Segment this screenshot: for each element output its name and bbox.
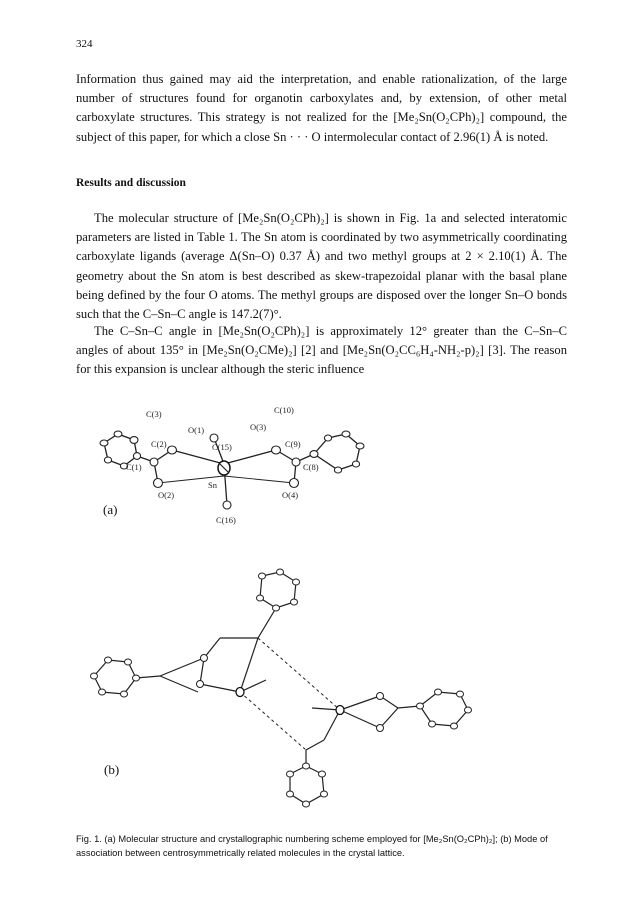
label-c15: C(15)	[212, 442, 232, 452]
tin-atom-right	[336, 706, 344, 715]
figure-1a	[84, 400, 374, 555]
label-c9: C(9)	[285, 439, 301, 449]
label-o2: O(2)	[158, 490, 175, 500]
label-c1: C(1)	[126, 462, 142, 472]
molecule-diagram	[84, 400, 374, 555]
figure-1b	[80, 568, 505, 818]
label-sn: Sn	[208, 480, 217, 490]
results-paragraph-2: The C–Sn–C angle in [Me₂Sn(O₂CPh)₂] is approximately 12° greater than the C–Sn–C angles of about 135° in [Me₂Sn(O₂CMe)₂] [2] and [Me₂Sn(O₂CC₆H₄-NH₂-p)₂] [3]. The reason for this expansion is unclear although the steric influence	[76, 324, 567, 377]
panel-b-label: (b)	[104, 762, 120, 777]
section-heading: Results and discussion	[76, 177, 186, 189]
figure-caption: Fig. 1. (a) Molecular structure and crystallographic numbering scheme employed for [Me₂Sn(O₂CPh)₂]; (b) Mode of association between centrosymmetrically related molecules in the crystal lattice.	[76, 834, 548, 858]
label-c16: C(16)	[216, 515, 236, 525]
results-paragraph-1: The molecular structure of [Me₂Sn(O₂CPh)₂] is shown in Fig. 1a and selected interatomic parameters are listed in Table 1. The Sn atom is coordinated by two asymmetrically coordinating carboxylate ligands (average Δ(Sn–O) 0.37 Å) and two methyl groups at 2 × 2.10(1) Å. The geometry about the Sn atom is best described as skew-trapezoidal planar with the basal plane being defined by the four O atoms. The methyl groups are disposed over the longer Sn–O bonds such that the C–Sn–C angle is 147.2(7)°.	[76, 211, 567, 322]
page-number: 324	[76, 38, 93, 50]
label-o3: O(3)	[250, 422, 267, 432]
panel-a-label: (a)	[103, 502, 118, 517]
label-c2: C(2)	[151, 439, 167, 449]
lattice-diagram	[80, 568, 505, 818]
label-o4: O(4)	[282, 490, 299, 500]
label-o1: O(1)	[188, 425, 205, 435]
intermolecular-contacts	[240, 638, 340, 750]
tin-atom-left	[236, 688, 244, 697]
label-c10: C(10)	[274, 405, 294, 415]
label-c3: C(3)	[146, 409, 162, 419]
label-c8: C(8)	[303, 462, 319, 472]
intro-paragraph: Information thus gained may aid the interpretation, and enable rationalization, of the large number of structures found for organotin carboxylates and, by extension, of other metal carboxylate structures. This strategy is not realized for the [Me₂Sn(O₂CPh)₂] compound, the subject of this paper, for which a close Sn · · · O intermolecular contact of 2.96(1) Å is noted.	[76, 72, 567, 144]
